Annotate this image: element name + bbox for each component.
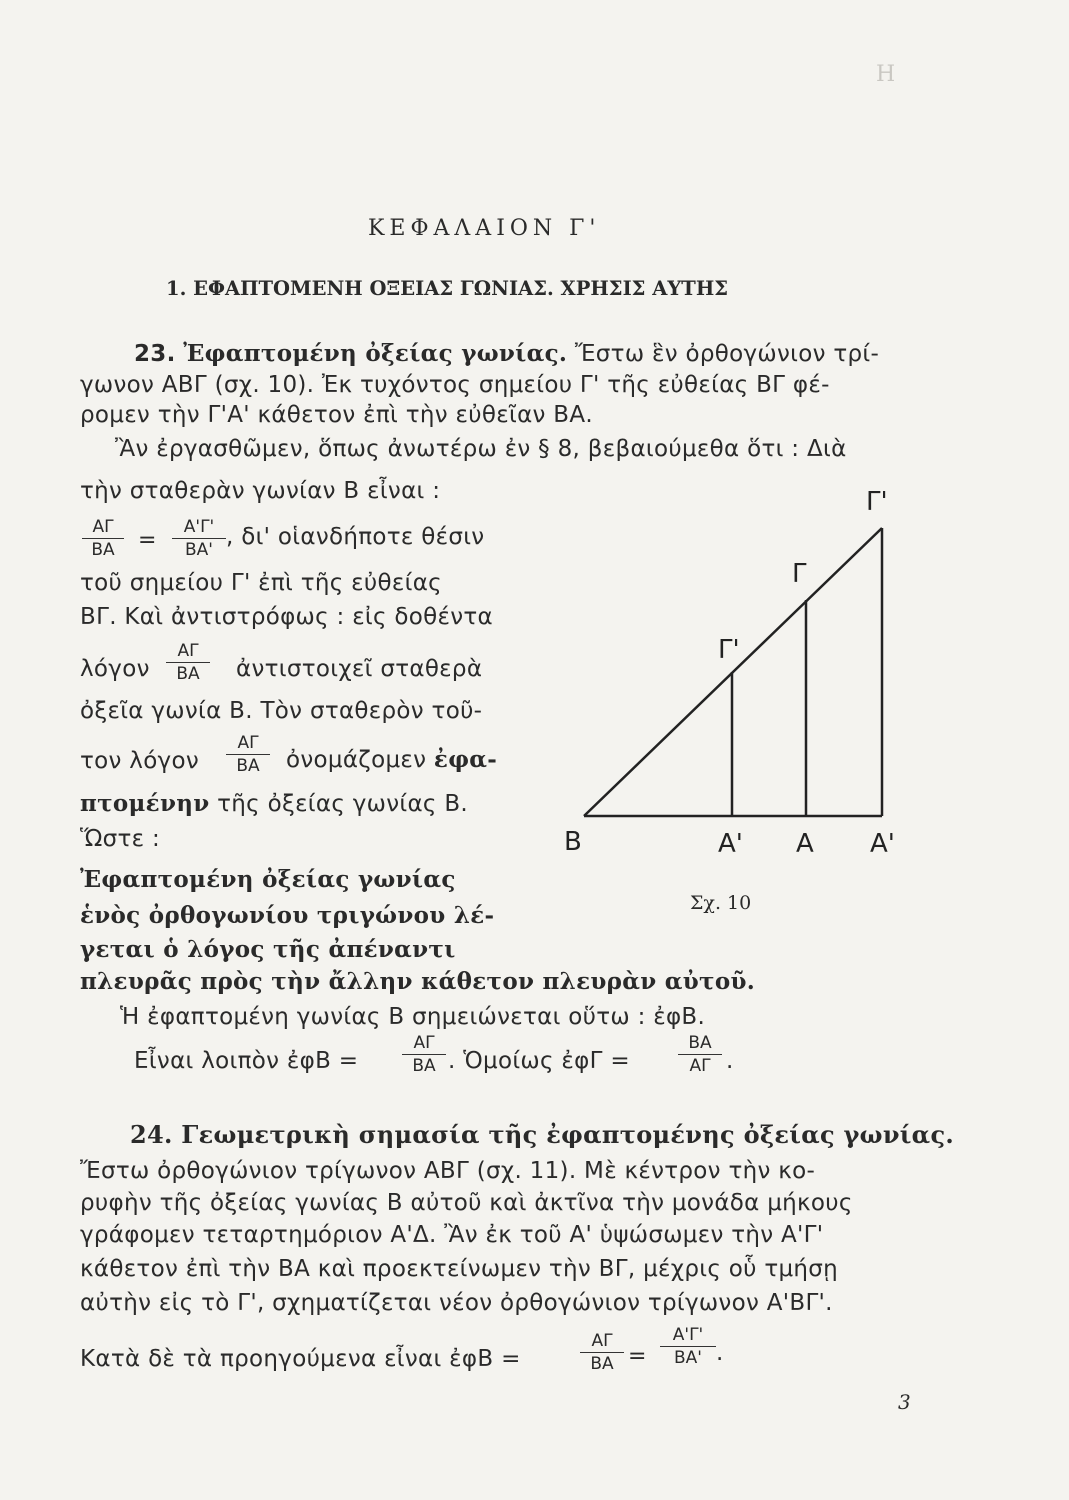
fraction bbox=[678, 1035, 722, 1075]
paragraph-heading: 24. Γεωμετρικὴ σημασία τῆς ἐφαπτομένης ὀξείας γωνίας. bbox=[130, 1120, 955, 1149]
line-text: τῆς ὀξείας γωνίας Β. bbox=[217, 791, 469, 817]
definition-line: ἑνὸς ὀρθογωνίου τριγώνου λέ- bbox=[80, 902, 495, 929]
line: Ὥστε : bbox=[80, 826, 161, 852]
line: Ἂν ἐργασθῶμεν, ὅπως ἀνωτέρω ἐν § 8, βεβαιούμεθα ὅτι : Διὰ bbox=[115, 436, 847, 462]
paragraph-number: 23. bbox=[134, 341, 176, 367]
fraction bbox=[226, 735, 270, 775]
denominator: ΒΑ bbox=[590, 1354, 614, 1374]
line-text: τον λόγον bbox=[80, 748, 199, 774]
line: ΒΓ. Καὶ ἀντιστρόφως : εἰς δοθέντα bbox=[80, 604, 494, 630]
label-G: Γ bbox=[792, 559, 807, 589]
equals-sign: = bbox=[138, 528, 157, 553]
line-text: ὀνομάζομεν bbox=[286, 747, 427, 773]
label-B: Β bbox=[564, 827, 582, 857]
denominator: ΒΑ bbox=[91, 540, 115, 560]
fraction bbox=[402, 1035, 446, 1075]
line: γωνον ΑΒΓ (σχ. 10). Ἐκ τυχόντος σημείου Γ' τῆς εὐθείας ΒΓ φέ- bbox=[80, 372, 830, 398]
numerator: ΑΓ bbox=[226, 735, 270, 755]
line: τοῦ σημείου Γ' ἐπὶ τῆς εὐθείας bbox=[80, 570, 442, 596]
numerator: Α'Γ' bbox=[172, 519, 226, 539]
line: ρυφὴν τῆς ὀξείας γωνίας Β αὐτοῦ καὶ ἀκτῖνα τὴν μονάδα μήκους bbox=[80, 1190, 853, 1216]
line: γράφομεν τεταρτημόριον Α'Δ. Ἂν ἐκ τοῦ Α' ὑψώσωμεν τὴν Α'Γ' bbox=[80, 1222, 824, 1248]
line-text: Εἶναι λοιπὸν ἐφΒ = bbox=[134, 1048, 359, 1074]
numerator: ΑΓ bbox=[166, 643, 210, 663]
line-text bbox=[286, 746, 497, 773]
term-bold: πτομένην bbox=[80, 790, 210, 817]
denominator: ΑΓ bbox=[689, 1056, 711, 1076]
header-mark: H bbox=[876, 62, 896, 87]
numerator: ΑΓ bbox=[82, 519, 124, 539]
figure-caption: Σχ. 10 bbox=[690, 892, 752, 914]
label-G-prime-top: Γ' bbox=[866, 487, 888, 517]
label-A-prime-large: Α' bbox=[870, 829, 895, 859]
line-text: λόγον bbox=[80, 656, 150, 682]
fraction bbox=[660, 1327, 716, 1367]
line bbox=[134, 340, 879, 367]
denominator: ΒΑ bbox=[236, 756, 260, 776]
numerator: Α'Γ' bbox=[660, 1327, 716, 1347]
denominator: ΒΑ bbox=[412, 1056, 436, 1076]
fraction bbox=[580, 1333, 624, 1373]
line-text: . bbox=[716, 1340, 724, 1366]
term-bold: ἐφα- bbox=[433, 746, 498, 773]
chapter-title: ΚΕΦΑΛΑΙΟΝ Γ' bbox=[368, 216, 601, 241]
fraction bbox=[82, 519, 124, 559]
denominator: ΒΑ' bbox=[674, 1348, 702, 1368]
line-text: . bbox=[726, 1048, 734, 1074]
line: ὀξεῖα γωνία Β. Τὸν σταθερὸν τοῦ- bbox=[80, 698, 483, 724]
definition-line: γεται ὁ λόγος τῆς ἀπέναντι bbox=[80, 936, 456, 963]
line-text: Ἔστω ἓν ὀρθογώνιον τρί- bbox=[574, 341, 880, 367]
section-title: 1. ΕΦΑΠΤΟΜΕΝΗ ΟΞΕΙΑΣ ΓΩΝΙΑΣ. ΧΡΗΣΙΣ ΑΥΤΗΣ bbox=[166, 277, 729, 300]
numerator: ΒΑ bbox=[678, 1035, 722, 1055]
label-A: Α bbox=[796, 829, 814, 859]
denominator: ΒΑ' bbox=[185, 540, 213, 560]
line-text: . Ὁμοίως ἐφΓ = bbox=[448, 1048, 630, 1074]
definition-line: πλευρᾶς πρὸς τὴν ἄλλην κάθετον πλευρὰν αὐτοῦ. bbox=[80, 968, 756, 995]
line-text: ἀντιστοιχεῖ σταθερὰ bbox=[236, 656, 483, 682]
denominator: ΒΑ bbox=[176, 664, 200, 684]
fraction bbox=[166, 643, 210, 683]
line-text: Κατὰ δὲ τὰ προηγούμενα εἶναι ἐφΒ = bbox=[80, 1346, 521, 1372]
numerator: ΑΓ bbox=[580, 1333, 624, 1353]
label-A-prime-small: Α' bbox=[718, 829, 743, 859]
line: κάθετον ἐπὶ τὴν ΒΑ καὶ προεκτείνωμεν τὴν ΒΓ, μέχρις οὗ τμήσῃ bbox=[80, 1256, 839, 1282]
line-text: , δι' οἱανδήποτε θέσιν bbox=[226, 524, 485, 550]
line: ρομεν τὴν Γ'Α' κάθετον ἐπὶ τὴν εὐθεῖαν ΒΑ. bbox=[80, 402, 594, 428]
line: τὴν σταθερὰν γωνίαν Β εἶναι : bbox=[80, 478, 441, 504]
page-number: 3 bbox=[898, 1390, 911, 1414]
line: αὐτὴν εἰς τὸ Γ', σχηματίζεται νέον ὀρθογώνιον τρίγωνον Α'ΒΓ'. bbox=[80, 1290, 833, 1316]
fraction bbox=[172, 519, 226, 559]
numerator: ΑΓ bbox=[402, 1035, 446, 1055]
definition-line: Ἐφαπτομένη ὀξείας γωνίας bbox=[80, 866, 456, 893]
line: Ἔστω ὀρθογώνιον τρίγωνον ΑΒΓ (σχ. 11). Μὲ κέντρον τὴν κο- bbox=[80, 1158, 816, 1184]
label-G-prime-low: Γ' bbox=[718, 635, 740, 665]
line: Ἡ ἐφαπτομένη γωνίας Β σημειώνεται οὕτω : ἐφΒ. bbox=[120, 1004, 706, 1030]
line bbox=[80, 790, 468, 817]
paragraph-heading: Ἐφαπτομένη ὀξείας γωνίας. bbox=[183, 340, 568, 367]
equals-sign: = bbox=[628, 1344, 647, 1369]
figure-10 bbox=[560, 470, 900, 870]
